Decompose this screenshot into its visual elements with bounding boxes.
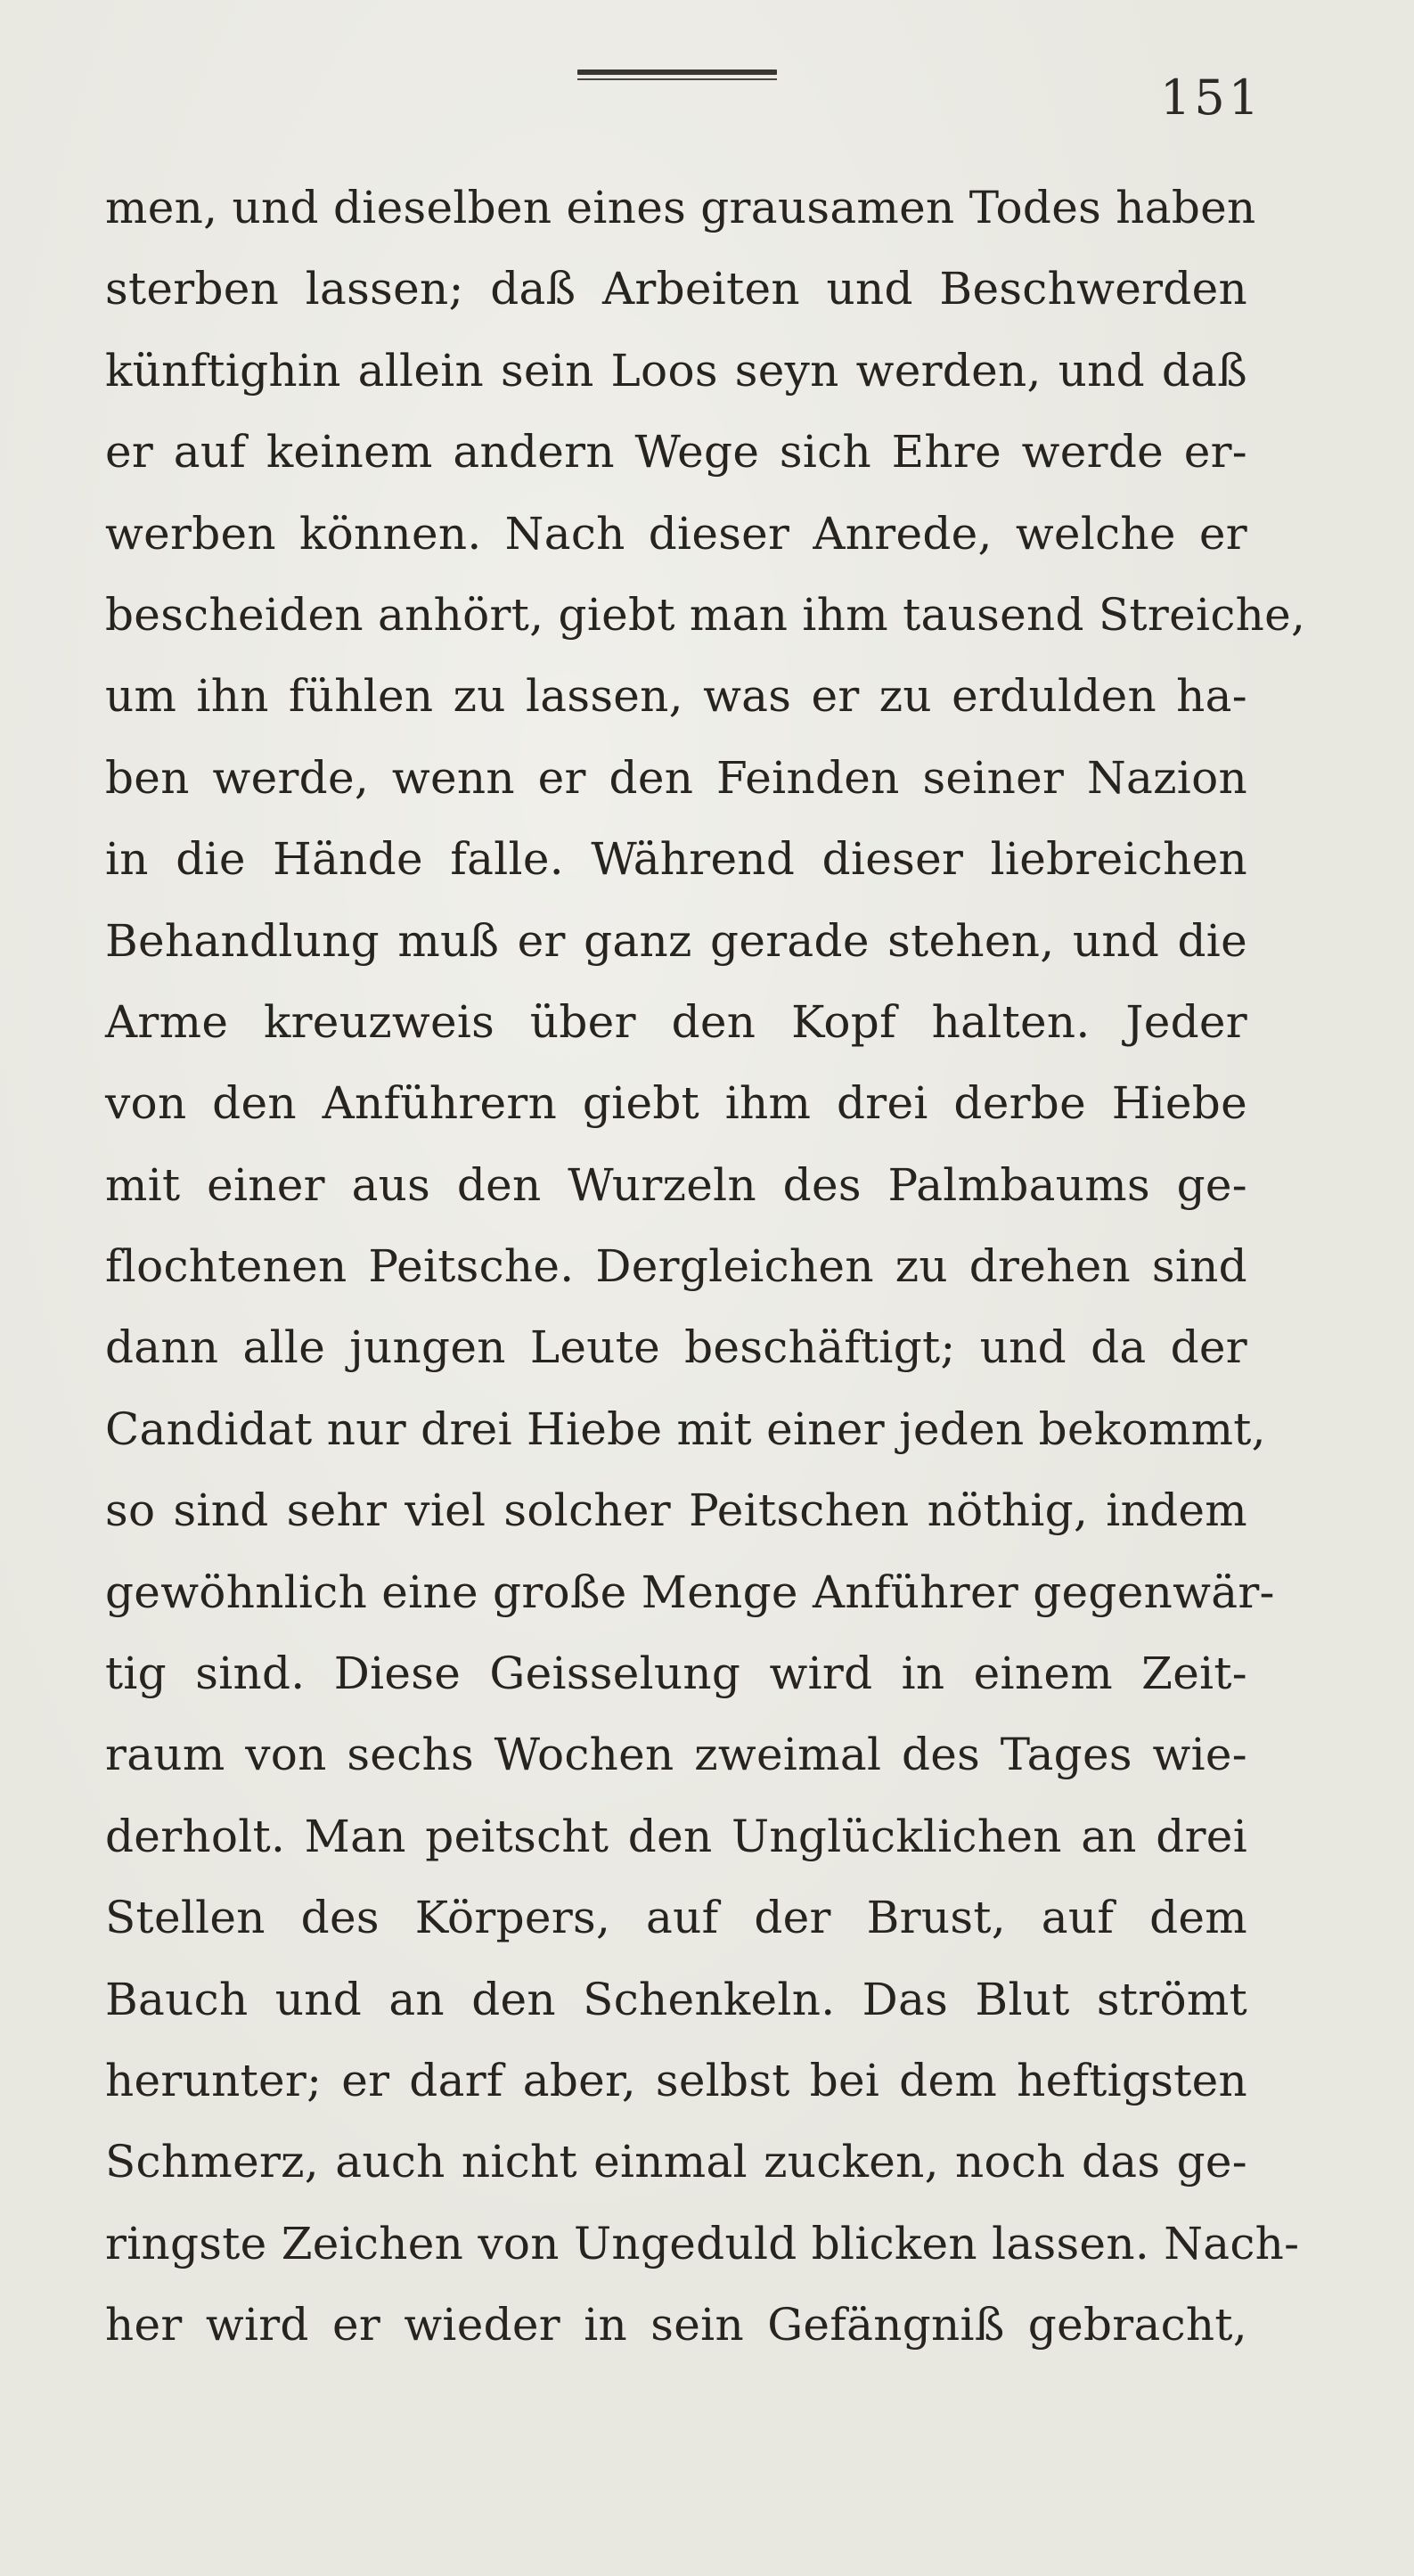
- text-line: Schmerz, auch nicht einmal zucken, noch das ge-: [105, 2136, 1247, 2188]
- text-line: tig sind. Diese Geisselung wird in einem Zeit-: [105, 1648, 1247, 1700]
- page-number: 151: [1160, 70, 1263, 126]
- text-line: dann alle jungen Leute beschäftigt; und da der: [105, 1321, 1247, 1374]
- text-line: herunter; er darf aber, selbst bei dem heftigsten: [105, 2054, 1247, 2106]
- text-line: Behandlung muß er ganz gerade stehen, und die: [105, 914, 1247, 967]
- text-line: derholt. Man peitscht den Unglücklichen an drei: [105, 1810, 1247, 1862]
- text-line: gewöhnlich eine große Menge Anführer gegenwär-: [105, 1566, 1275, 1618]
- text-line: um ihn fühlen zu lassen, was er zu erdulden ha-: [105, 670, 1247, 723]
- text-line: ringste Zeichen von Ungeduld blicken lassen. Nach-: [105, 2217, 1300, 2269]
- text-line: ben werde, wenn er den Feinden seiner Nazion: [105, 751, 1247, 804]
- text-line: von den Anführern giebt ihm drei derbe Hiebe: [105, 1077, 1247, 1130]
- text-line: sterben lassen; daß Arbeiten und Beschwerden: [105, 263, 1247, 315]
- text-line: Arme kreuzweis über den Kopf halten. Jeder: [105, 995, 1247, 1048]
- header-rule-thin: [577, 78, 777, 80]
- header-rule-thick: [577, 70, 777, 75]
- text-line: in die Hände falle. Während dieser liebreichen: [105, 833, 1247, 886]
- text-line: mit einer aus den Wurzeln des Palmbaums ge-: [105, 1158, 1247, 1211]
- text-line: bescheiden anhört, giebt man ihm tausend Streiche,: [105, 588, 1306, 641]
- text-line: flochtenen Peitsche. Dergleichen zu drehen sind: [105, 1240, 1247, 1293]
- text-line: Bauch und an den Schenkeln. Das Blut strömt: [105, 1973, 1247, 2025]
- header-ornament-rule: [577, 70, 777, 82]
- text-line: men, und dieselben eines grausamen Todes haben: [105, 182, 1256, 233]
- text-line: Candidat nur drei Hiebe mit einer jeden bekommt,: [105, 1402, 1266, 1455]
- body-text: [105, 168, 1306, 2367]
- text-line: werben können. Nach dieser Anrede, welche er: [105, 507, 1247, 560]
- text-line: er auf keinem andern Wege sich Ehre werde er-: [105, 426, 1247, 478]
- text-line: künftighin allein sein Loos seyn werden, und daß: [105, 344, 1247, 397]
- text-line: so sind sehr viel solcher Peitschen nöthig, indem: [105, 1484, 1247, 1537]
- text-line: Stellen des Körpers, auf der Brust, auf dem: [105, 1892, 1247, 1944]
- text-line: her wird er wieder in sein Gefängniß gebracht,: [105, 2299, 1247, 2351]
- text-line: raum von sechs Wochen zweimal des Tages wie-: [105, 1729, 1247, 1781]
